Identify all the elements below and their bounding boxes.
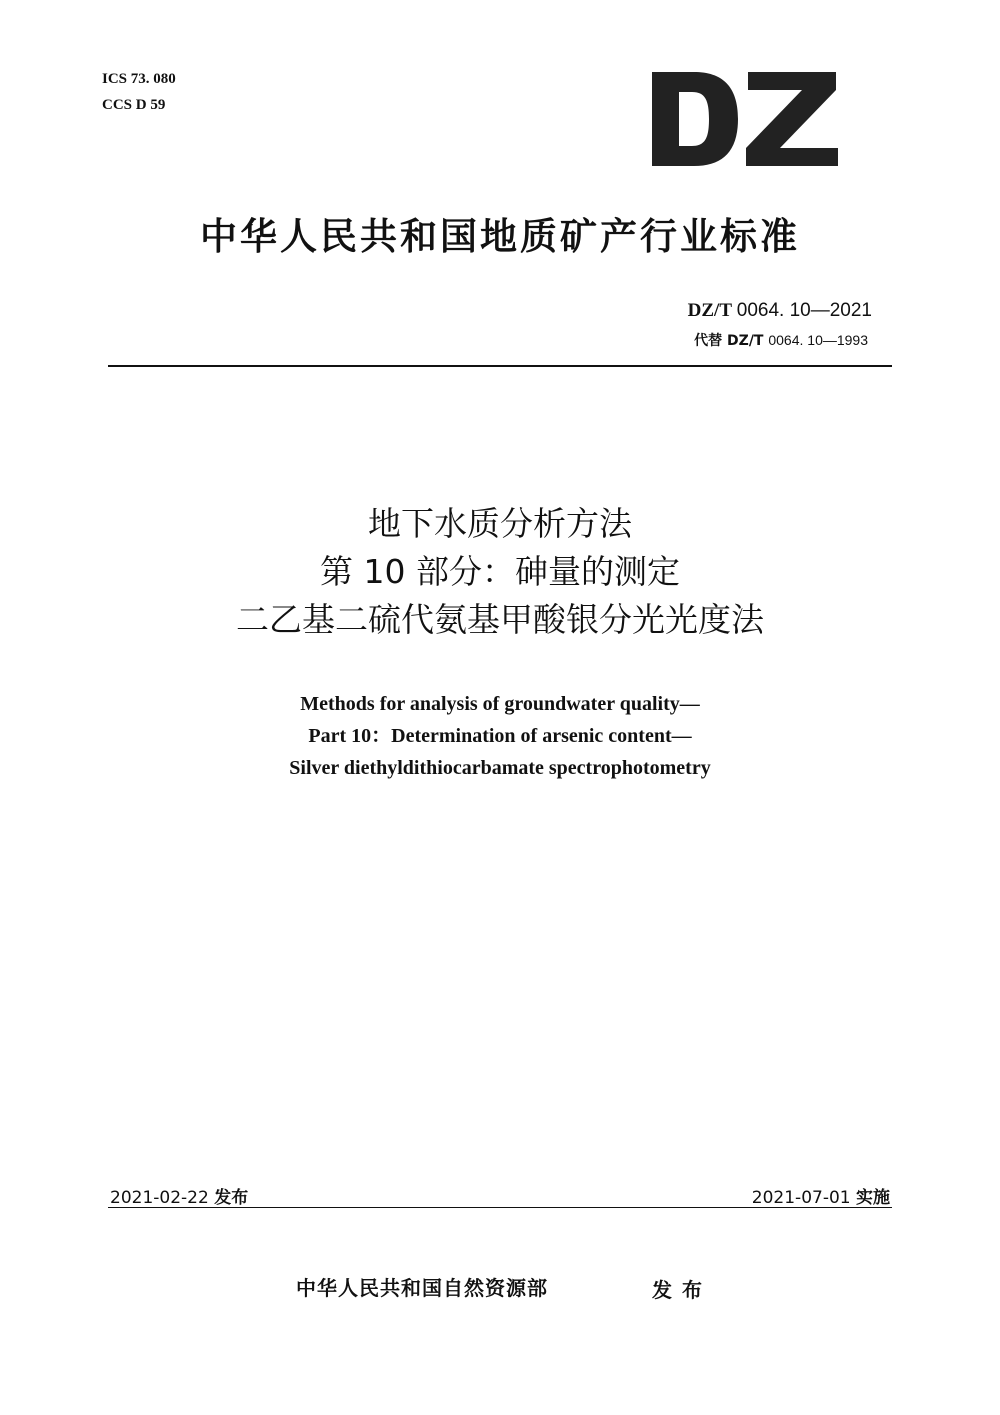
issue-date-label: 发布: [214, 1188, 249, 1208]
issue-date: [110, 1183, 248, 1208]
title-en-line-2: Part 10：Determination of arsenic content—: [308, 725, 692, 747]
title-cn-line-2: 第 10 部分：砷量的测定: [320, 552, 680, 591]
standard-number-prefix: DZ/T: [687, 300, 733, 321]
dz-logo-letter-d: [652, 72, 738, 166]
ccs-code: CCS D 59: [102, 97, 166, 113]
footer-divider: [108, 1207, 892, 1208]
replaces-label: 代替: [694, 333, 723, 349]
replaces-number: 0064. 10—1993: [768, 332, 868, 348]
standard-number-value: 0064. 10—2021: [736, 300, 872, 321]
dz-logo-letter-z: [746, 72, 838, 166]
classification-codes: [102, 66, 176, 118]
title-en-line-1: Methods for analysis of groundwater quality—: [300, 693, 700, 715]
title-cn-line-3: 二乙基二硫代氨基甲酸银分光光度法: [236, 600, 764, 639]
implementation-date-value: 2021-07-01: [751, 1188, 851, 1208]
standard-category: 中华人民共和国地质矿产行业标准: [200, 215, 800, 258]
issue-date-value: 2021-02-22: [110, 1188, 209, 1208]
title-en-line-3: Silver diethyldithiocarbamate spectrophotometry: [289, 757, 711, 779]
title-english: [0, 688, 1000, 784]
replaces-prefix: DZ/T: [727, 333, 764, 349]
ics-code: ICS 73. 080: [102, 71, 176, 87]
publisher-label: 发布: [652, 1278, 712, 1302]
title-chinese: [0, 500, 1000, 644]
publisher-name: 中华人民共和国自然资源部: [296, 1276, 548, 1300]
header-divider: [108, 365, 892, 367]
title-cn-line-1: 地下水质分析方法: [368, 504, 632, 543]
standard-number: [688, 300, 872, 322]
replaces-standard: [694, 330, 868, 350]
dz-logo: [652, 72, 838, 166]
implementation-date-label: 实施: [856, 1188, 890, 1208]
implementation-date: [752, 1183, 890, 1208]
